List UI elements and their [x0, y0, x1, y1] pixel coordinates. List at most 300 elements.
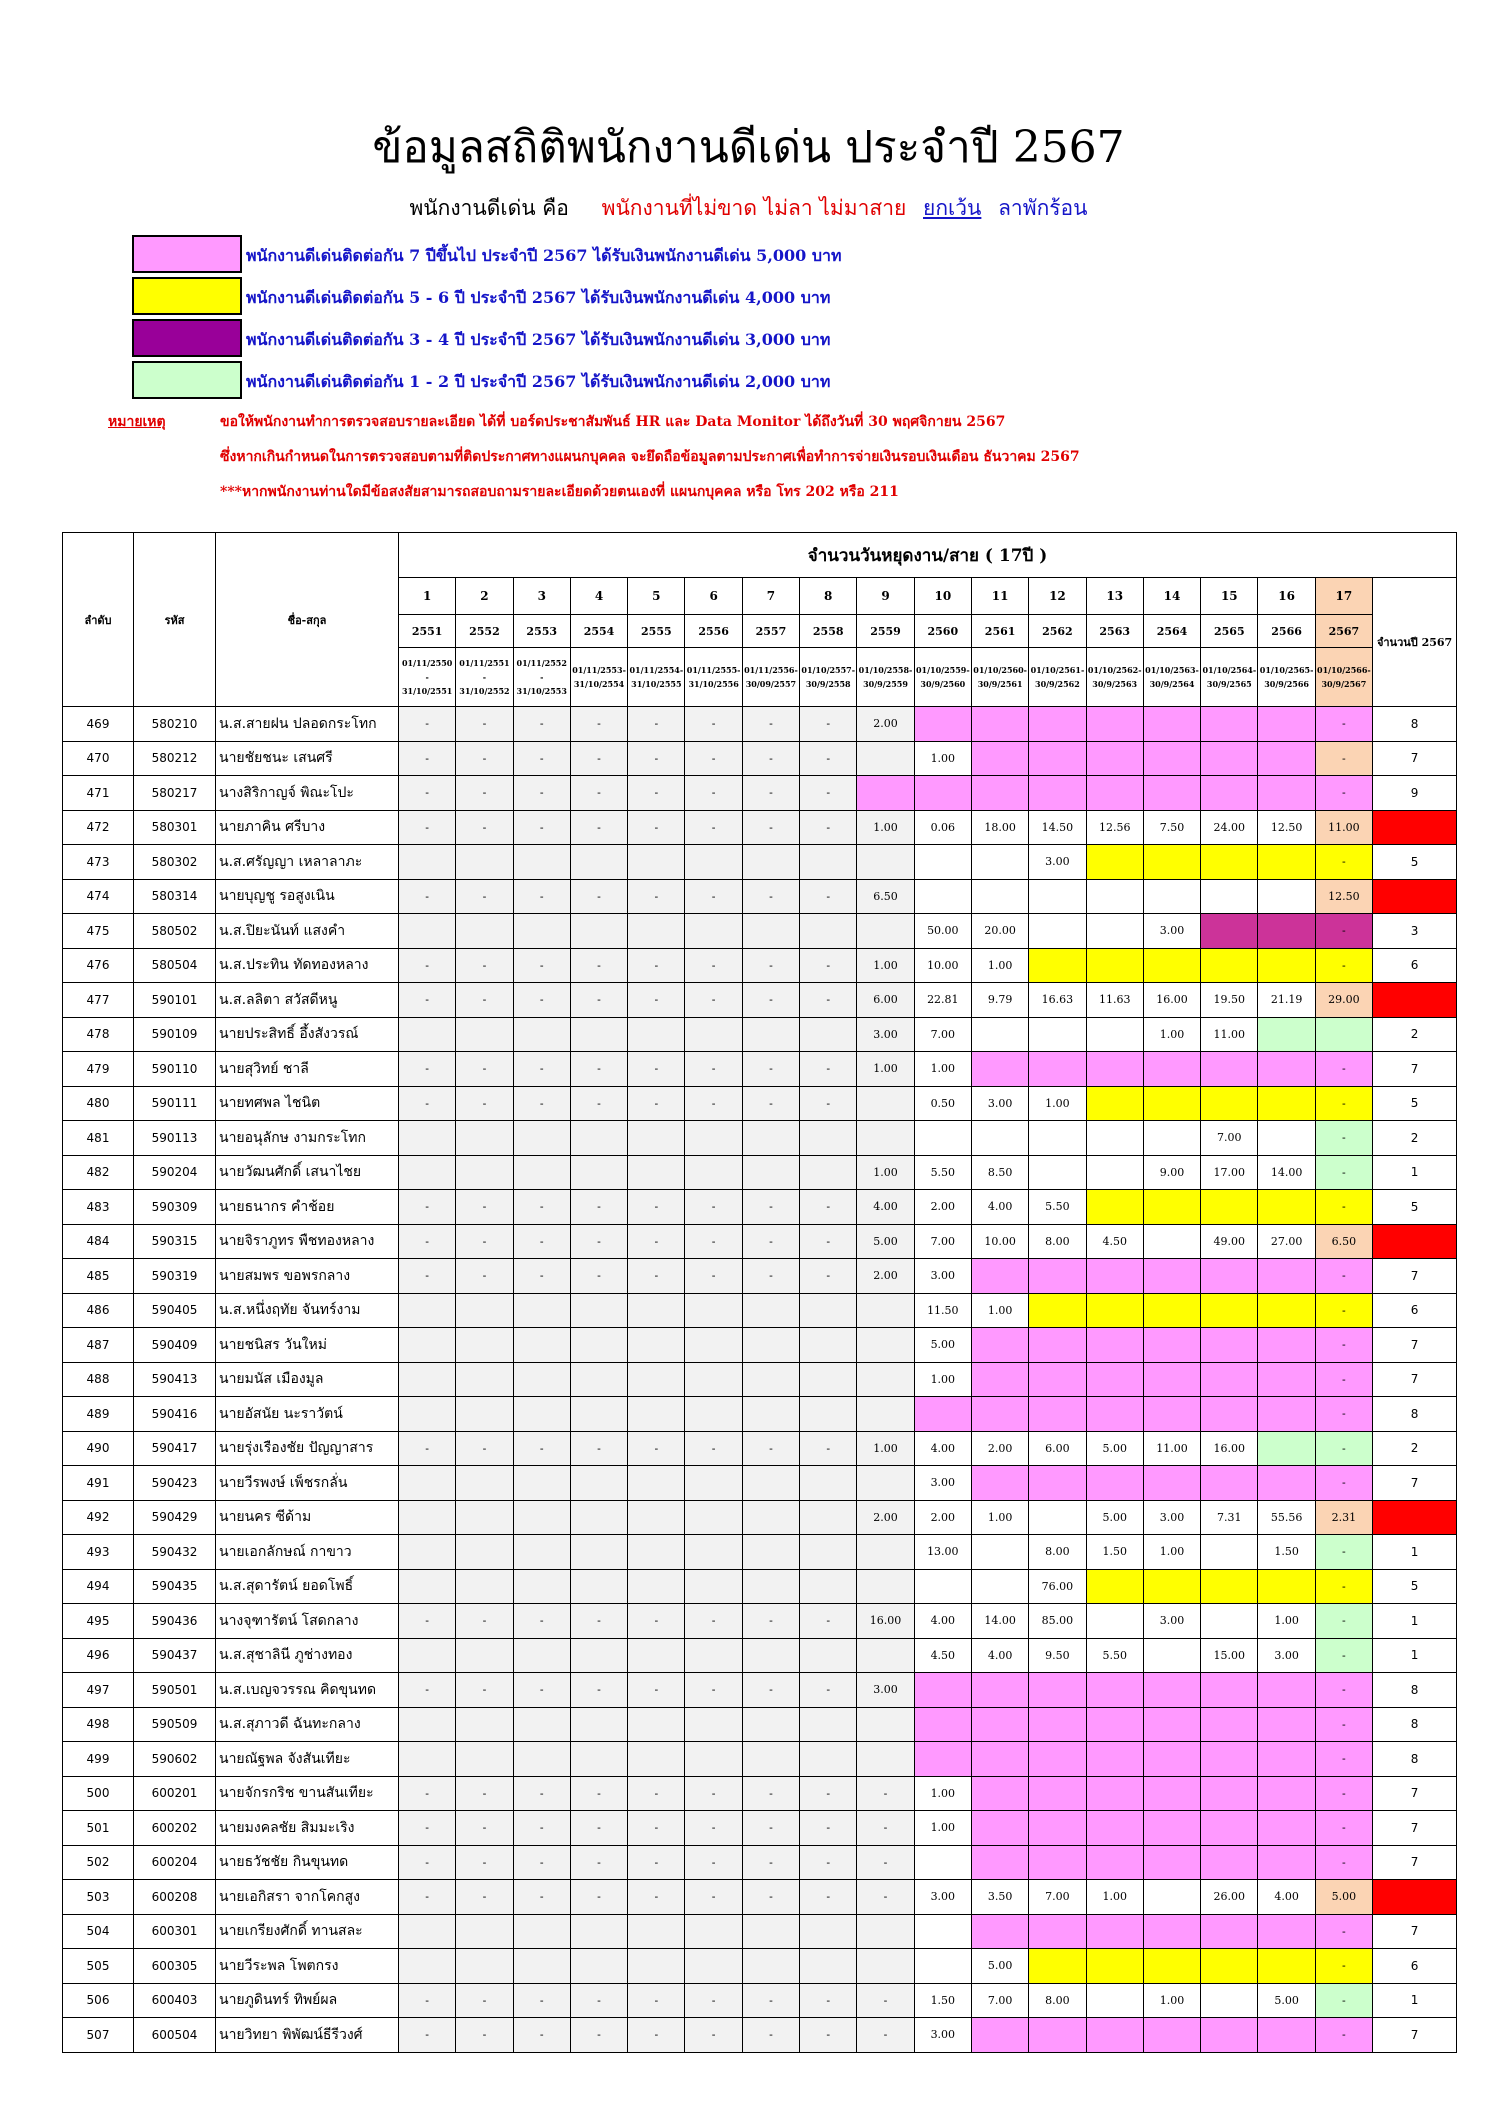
- row-value: [1258, 1293, 1315, 1328]
- row-value: [1201, 741, 1258, 776]
- row-value: -: [742, 1086, 799, 1121]
- row-value: 5.00: [857, 1224, 914, 1259]
- row-value: -: [456, 2018, 513, 2053]
- row-value: -: [456, 948, 513, 983]
- row-value: [513, 1569, 570, 1604]
- row-value: -: [1315, 1190, 1372, 1225]
- row-no: 488: [63, 1362, 134, 1397]
- row-value: [685, 1535, 742, 1570]
- row-name: นายชัยชนะ เสนศรี: [216, 741, 399, 776]
- row-value: -: [570, 1086, 627, 1121]
- row-value: [1258, 1811, 1315, 1846]
- row-value: [914, 1742, 971, 1777]
- row-value: 1.00: [971, 1293, 1028, 1328]
- row-value: -: [456, 741, 513, 776]
- row-years-count: 8: [1373, 707, 1457, 742]
- row-value: -: [570, 741, 627, 776]
- row-value: 11.00: [1143, 1431, 1200, 1466]
- legend-text-5-6-years: พนักงานดีเด่นติดต่อกัน 5 - 6 ปี ประจำปี 2567 ได้รับเงินพนักงานดีเด่น 4,000 บาท: [246, 288, 831, 307]
- row-value: -: [399, 1776, 456, 1811]
- table-row: [63, 1362, 1457, 1397]
- row-value: [742, 1742, 799, 1777]
- row-value: [857, 1397, 914, 1432]
- row-value: -: [628, 1776, 685, 1811]
- row-value: [1201, 1776, 1258, 1811]
- row-value: [742, 1017, 799, 1052]
- row-years-count: 7: [1373, 1845, 1457, 1880]
- row-value: [685, 1397, 742, 1432]
- row-no: 472: [63, 810, 134, 845]
- row-value: [1086, 1845, 1143, 1880]
- row-value: -: [1315, 707, 1372, 742]
- row-value: [1029, 1811, 1086, 1846]
- row-value: [1086, 1362, 1143, 1397]
- row-value: -: [800, 2018, 857, 2053]
- row-value: [399, 1742, 456, 1777]
- row-value: 14.50: [1029, 810, 1086, 845]
- legend-swatch-3-4-years: [132, 319, 242, 357]
- row-name: นายภาคิน ศรีบาง: [216, 810, 399, 845]
- header-col-number: 13: [1086, 578, 1143, 615]
- row-value: [1258, 1397, 1315, 1432]
- header-col-number: 4: [570, 578, 627, 615]
- row-value: -: [399, 707, 456, 742]
- row-code: 590435: [134, 1569, 216, 1604]
- row-value: -: [570, 1604, 627, 1639]
- row-code: 590409: [134, 1328, 216, 1363]
- row-years-count: 2: [1373, 1431, 1457, 1466]
- row-value: [456, 1742, 513, 1777]
- row-value: [1143, 1121, 1200, 1156]
- row-value: [628, 1742, 685, 1777]
- row-value: 3.00: [914, 1466, 971, 1501]
- row-name: นายธนากร คำช้อย: [216, 1190, 399, 1225]
- row-value: [1258, 776, 1315, 811]
- row-value: -: [513, 1880, 570, 1915]
- table-row: [63, 1949, 1457, 1984]
- row-value: -: [685, 707, 742, 742]
- row-value: 9.50: [1029, 1638, 1086, 1673]
- row-value: [1029, 2018, 1086, 2053]
- row-value: -: [399, 1086, 456, 1121]
- row-value: [1143, 1811, 1200, 1846]
- row-value: -: [399, 1259, 456, 1294]
- row-years-count: 5: [1373, 845, 1457, 880]
- row-value: -: [628, 810, 685, 845]
- row-value: -: [742, 2018, 799, 2053]
- row-code: 580504: [134, 948, 216, 983]
- row-value: -: [456, 1776, 513, 1811]
- legend-text-7-years: พนักงานดีเด่นติดต่อกัน 7 ปีขึ้นไป ประจำปี 2567 ได้รับเงินพนักงานดีเด่น 5,000 บาท: [246, 246, 842, 265]
- row-years-count: [1373, 879, 1457, 914]
- row-value: [456, 1121, 513, 1156]
- row-value: 5.00: [971, 1949, 1028, 1984]
- row-value: [1201, 1604, 1258, 1639]
- row-value: -: [628, 1673, 685, 1708]
- row-value: [1029, 1397, 1086, 1432]
- row-value: -: [570, 1845, 627, 1880]
- header-col-number: 12: [1029, 578, 1086, 615]
- row-value: 9.79: [971, 983, 1028, 1018]
- row-value: [570, 1707, 627, 1742]
- row-value: -: [1315, 1569, 1372, 1604]
- row-value: [857, 1638, 914, 1673]
- row-value: -: [685, 1086, 742, 1121]
- row-no: 469: [63, 707, 134, 742]
- row-value: 12.56: [1086, 810, 1143, 845]
- row-value: [685, 1121, 742, 1156]
- row-value: [1143, 741, 1200, 776]
- row-name: น.ส.เบญจวรรณ คิดขุนทด: [216, 1673, 399, 1708]
- row-years-count: 8: [1373, 1707, 1457, 1742]
- row-no: 502: [63, 1845, 134, 1880]
- row-no: 490: [63, 1431, 134, 1466]
- row-value: [685, 1742, 742, 1777]
- row-value: [1086, 2018, 1143, 2053]
- row-value: -: [513, 1811, 570, 1846]
- row-value: [971, 1052, 1028, 1087]
- row-value: [1029, 1155, 1086, 1190]
- header-col-range: 01/11/2554- 31/10/2555: [628, 648, 685, 707]
- row-value: -: [456, 1811, 513, 1846]
- row-value: [1029, 1293, 1086, 1328]
- row-years-count: 5: [1373, 1190, 1457, 1225]
- row-value: [1258, 845, 1315, 880]
- row-value: [1086, 1086, 1143, 1121]
- row-value: 20.00: [971, 914, 1028, 949]
- header-col-number: 6: [685, 578, 742, 615]
- row-years-count: 1: [1373, 1983, 1457, 2018]
- row-value: [857, 845, 914, 880]
- row-value: [971, 1845, 1028, 1880]
- row-value: [742, 1328, 799, 1363]
- row-years-count: 6: [1373, 948, 1457, 983]
- row-value: [971, 1535, 1028, 1570]
- row-years-count: 8: [1373, 1397, 1457, 1432]
- row-no: 491: [63, 1466, 134, 1501]
- row-name: น.ส.สุดารัตน์ ยอดโพธิ์: [216, 1569, 399, 1604]
- row-value: -: [399, 1224, 456, 1259]
- definition-leave: ลาพักร้อน: [998, 196, 1088, 220]
- row-value: 18.00: [971, 810, 1028, 845]
- row-value: [1201, 1293, 1258, 1328]
- row-value: -: [1315, 1431, 1372, 1466]
- row-value: 1.50: [914, 1983, 971, 2018]
- row-value: -: [800, 707, 857, 742]
- row-value: -: [513, 2018, 570, 2053]
- row-value: -: [1315, 914, 1372, 949]
- row-value: -: [570, 879, 627, 914]
- row-value: [1029, 1362, 1086, 1397]
- header-col-year: 2557: [742, 615, 799, 648]
- row-value: 4.00: [971, 1638, 1028, 1673]
- row-value: [1258, 1052, 1315, 1087]
- row-value: [1201, 914, 1258, 949]
- row-value: [456, 914, 513, 949]
- row-value: -: [628, 983, 685, 1018]
- row-name: นายจิราภูทร พืชทองหลาง: [216, 1224, 399, 1259]
- header-col-year: 2552: [456, 615, 513, 648]
- row-value: [800, 1707, 857, 1742]
- row-years-count: [1373, 1224, 1457, 1259]
- row-value: [914, 776, 971, 811]
- row-value: [1258, 2018, 1315, 2053]
- row-value: -: [628, 741, 685, 776]
- row-value: 0.50: [914, 1086, 971, 1121]
- row-value: [685, 1017, 742, 1052]
- table-row: [63, 1466, 1457, 1501]
- header-col-number: 11: [971, 578, 1028, 615]
- header-col-number: 14: [1143, 578, 1200, 615]
- row-value: -: [456, 1604, 513, 1639]
- row-value: -: [628, 1190, 685, 1225]
- row-value: 14.00: [1258, 1155, 1315, 1190]
- row-value: [857, 776, 914, 811]
- legend-swatch-5-6-years: [132, 277, 242, 315]
- row-value: 1.00: [971, 1500, 1028, 1535]
- row-value: [456, 1155, 513, 1190]
- row-value: [800, 1500, 857, 1535]
- row-value: [1258, 1259, 1315, 1294]
- row-value: [1143, 1293, 1200, 1328]
- row-code: 590109: [134, 1017, 216, 1052]
- row-value: -: [800, 983, 857, 1018]
- row-value: [513, 1328, 570, 1363]
- row-value: [1201, 1569, 1258, 1604]
- row-no: 476: [63, 948, 134, 983]
- row-value: [1143, 1949, 1200, 1984]
- row-value: 2.00: [857, 1500, 914, 1535]
- row-name: นายสุวิทย์ ชาลี: [216, 1052, 399, 1087]
- header-no: ลำดับ: [63, 533, 134, 707]
- row-value: 11.50: [914, 1293, 971, 1328]
- row-value: [1029, 1328, 1086, 1363]
- row-value: -: [456, 776, 513, 811]
- header-col-year: 2561: [971, 615, 1028, 648]
- row-value: [570, 845, 627, 880]
- row-value: [685, 914, 742, 949]
- note-line-1: ขอให้พนักงานทำการตรวจสอบรายละเอียด ได้ที่ บอร์ดประชาสัมพันธ์ HR และ Data Monitor ได้ถึงวันที่ 30 พฤศจิกายน 2567: [220, 414, 1006, 430]
- row-value: [1029, 1914, 1086, 1949]
- row-code: 600208: [134, 1880, 216, 1915]
- row-value: [971, 1397, 1028, 1432]
- row-value: -: [513, 879, 570, 914]
- row-value: [800, 1535, 857, 1570]
- definition-label: พนักงานดีเด่น คือ: [409, 196, 569, 220]
- header-col-range: 01/11/2555- 31/10/2556: [685, 648, 742, 707]
- row-value: -: [857, 1776, 914, 1811]
- row-no: 487: [63, 1328, 134, 1363]
- row-value: [570, 1638, 627, 1673]
- row-value: [456, 1914, 513, 1949]
- row-years-count: 6: [1373, 1949, 1457, 1984]
- row-value: -: [570, 2018, 627, 2053]
- row-value: [399, 1397, 456, 1432]
- table-header: [63, 533, 1457, 707]
- row-value: [513, 1362, 570, 1397]
- row-value: 1.00: [914, 1052, 971, 1087]
- row-value: 50.00: [914, 914, 971, 949]
- row-value: [570, 1914, 627, 1949]
- row-value: [1086, 741, 1143, 776]
- row-value: [513, 1155, 570, 1190]
- row-value: 1.00: [1086, 1880, 1143, 1915]
- row-value: [399, 1949, 456, 1984]
- row-no: 480: [63, 1086, 134, 1121]
- row-value: [685, 1155, 742, 1190]
- header-col-number: 1: [399, 578, 456, 615]
- row-value: -: [456, 810, 513, 845]
- row-no: 507: [63, 2018, 134, 2053]
- row-value: [914, 879, 971, 914]
- row-value: -: [800, 1259, 857, 1294]
- row-value: -: [513, 1052, 570, 1087]
- row-value: [800, 1121, 857, 1156]
- row-name: นายวีรพงษ์ เพ็ชรกลั่น: [216, 1466, 399, 1501]
- row-value: 10.00: [914, 948, 971, 983]
- row-value: -: [570, 1776, 627, 1811]
- row-value: [1086, 845, 1143, 880]
- table-row: [63, 2018, 1457, 2053]
- row-name: นายอัสนัย นะราวัตน์: [216, 1397, 399, 1432]
- row-value: 11.63: [1086, 983, 1143, 1018]
- row-code: 590101: [134, 983, 216, 1018]
- row-value: [570, 1466, 627, 1501]
- row-code: 590405: [134, 1293, 216, 1328]
- header-col-number: 5: [628, 578, 685, 615]
- row-value: 12.50: [1258, 810, 1315, 845]
- header-col-range: 01/10/2562- 30/9/2563: [1086, 648, 1143, 707]
- row-value: -: [513, 776, 570, 811]
- row-value: -: [1315, 1328, 1372, 1363]
- row-value: 9.00: [1143, 1155, 1200, 1190]
- row-value: -: [1315, 1293, 1372, 1328]
- row-no: 506: [63, 1983, 134, 2018]
- row-value: [1029, 1949, 1086, 1984]
- header-col-range: 01/10/2557- 30/9/2558: [800, 648, 857, 707]
- row-value: -: [685, 1811, 742, 1846]
- row-value: -: [513, 983, 570, 1018]
- row-value: -: [742, 1776, 799, 1811]
- row-value: [456, 1535, 513, 1570]
- row-value: 17.00: [1201, 1155, 1258, 1190]
- table-row: [63, 810, 1457, 845]
- row-value: -: [513, 707, 570, 742]
- row-value: 3.50: [971, 1880, 1028, 1915]
- row-value: [742, 1949, 799, 1984]
- row-name: นายมนัส เมืองมูล: [216, 1362, 399, 1397]
- row-value: [1143, 1914, 1200, 1949]
- row-value: [1086, 1983, 1143, 2018]
- row-name: น.ส.ปิยะนันท์ แสงคำ: [216, 914, 399, 949]
- row-value: [513, 1500, 570, 1535]
- row-value: [800, 1362, 857, 1397]
- row-value: [399, 1328, 456, 1363]
- row-value: -: [628, 1845, 685, 1880]
- header-col-number: 3: [513, 578, 570, 615]
- row-value: [456, 1466, 513, 1501]
- header-col-year: 2555: [628, 615, 685, 648]
- row-no: 478: [63, 1017, 134, 1052]
- row-name: นายเอกลักษณ์ กาขาว: [216, 1535, 399, 1570]
- row-value: -: [628, 1086, 685, 1121]
- row-value: -: [456, 1259, 513, 1294]
- row-value: [399, 1569, 456, 1604]
- row-value: -: [399, 1190, 456, 1225]
- row-value: -: [800, 1880, 857, 1915]
- row-value: 6.00: [1029, 1431, 1086, 1466]
- row-value: -: [456, 879, 513, 914]
- row-value: [1086, 1776, 1143, 1811]
- table-row: [63, 1811, 1457, 1846]
- row-value: [857, 1707, 914, 1742]
- row-value: [1029, 1707, 1086, 1742]
- row-no: 498: [63, 1707, 134, 1742]
- row-value: [685, 1638, 742, 1673]
- row-value: [971, 776, 1028, 811]
- row-value: [570, 1500, 627, 1535]
- row-value: [570, 1949, 627, 1984]
- row-value: -: [399, 948, 456, 983]
- row-value: [628, 1569, 685, 1604]
- header-col-year: 2554: [570, 615, 627, 648]
- row-value: [857, 1293, 914, 1328]
- header-col-range: 01/10/2564- 30/9/2565: [1201, 648, 1258, 707]
- row-value: [914, 1949, 971, 1984]
- row-years-count: 9: [1373, 776, 1457, 811]
- row-value: [800, 1293, 857, 1328]
- row-value: [1143, 1328, 1200, 1363]
- row-no: 493: [63, 1535, 134, 1570]
- row-value: -: [1315, 1259, 1372, 1294]
- row-value: [456, 1569, 513, 1604]
- row-years-count: 1: [1373, 1604, 1457, 1639]
- row-value: [570, 1742, 627, 1777]
- row-value: -: [456, 1190, 513, 1225]
- row-value: [628, 1914, 685, 1949]
- row-value: -: [742, 810, 799, 845]
- row-value: [1143, 1707, 1200, 1742]
- row-value: [742, 1155, 799, 1190]
- row-value: -: [628, 1431, 685, 1466]
- row-value: [685, 1500, 742, 1535]
- row-value: -: [742, 776, 799, 811]
- row-value: -: [1315, 1121, 1372, 1156]
- table-row: [63, 948, 1457, 983]
- header-col-range: 01/11/2551 - 31/10/2552: [456, 648, 513, 707]
- row-value: 8.50: [971, 1155, 1028, 1190]
- row-value: 3.00: [971, 1086, 1028, 1121]
- row-name: นายรุ่งเรืองชัย ปัญญาสาร: [216, 1431, 399, 1466]
- row-years-count: 6: [1373, 1293, 1457, 1328]
- row-value: -: [685, 1776, 742, 1811]
- row-value: 1.00: [914, 1776, 971, 1811]
- row-value: -: [685, 1983, 742, 2018]
- row-name: นายสมพร ขอพรกลาง: [216, 1259, 399, 1294]
- row-value: 4.50: [914, 1638, 971, 1673]
- row-years-count: 1: [1373, 1155, 1457, 1190]
- row-value: -: [742, 1845, 799, 1880]
- table-row: [63, 1983, 1457, 2018]
- row-years-count: 7: [1373, 1776, 1457, 1811]
- row-value: [628, 1017, 685, 1052]
- row-value: [971, 1811, 1028, 1846]
- row-name: นางจุฑารัตน์ โสดกลาง: [216, 1604, 399, 1639]
- row-years-count: 8: [1373, 1673, 1457, 1708]
- row-value: -: [456, 1431, 513, 1466]
- row-value: 1.00: [857, 1052, 914, 1087]
- row-value: [800, 1017, 857, 1052]
